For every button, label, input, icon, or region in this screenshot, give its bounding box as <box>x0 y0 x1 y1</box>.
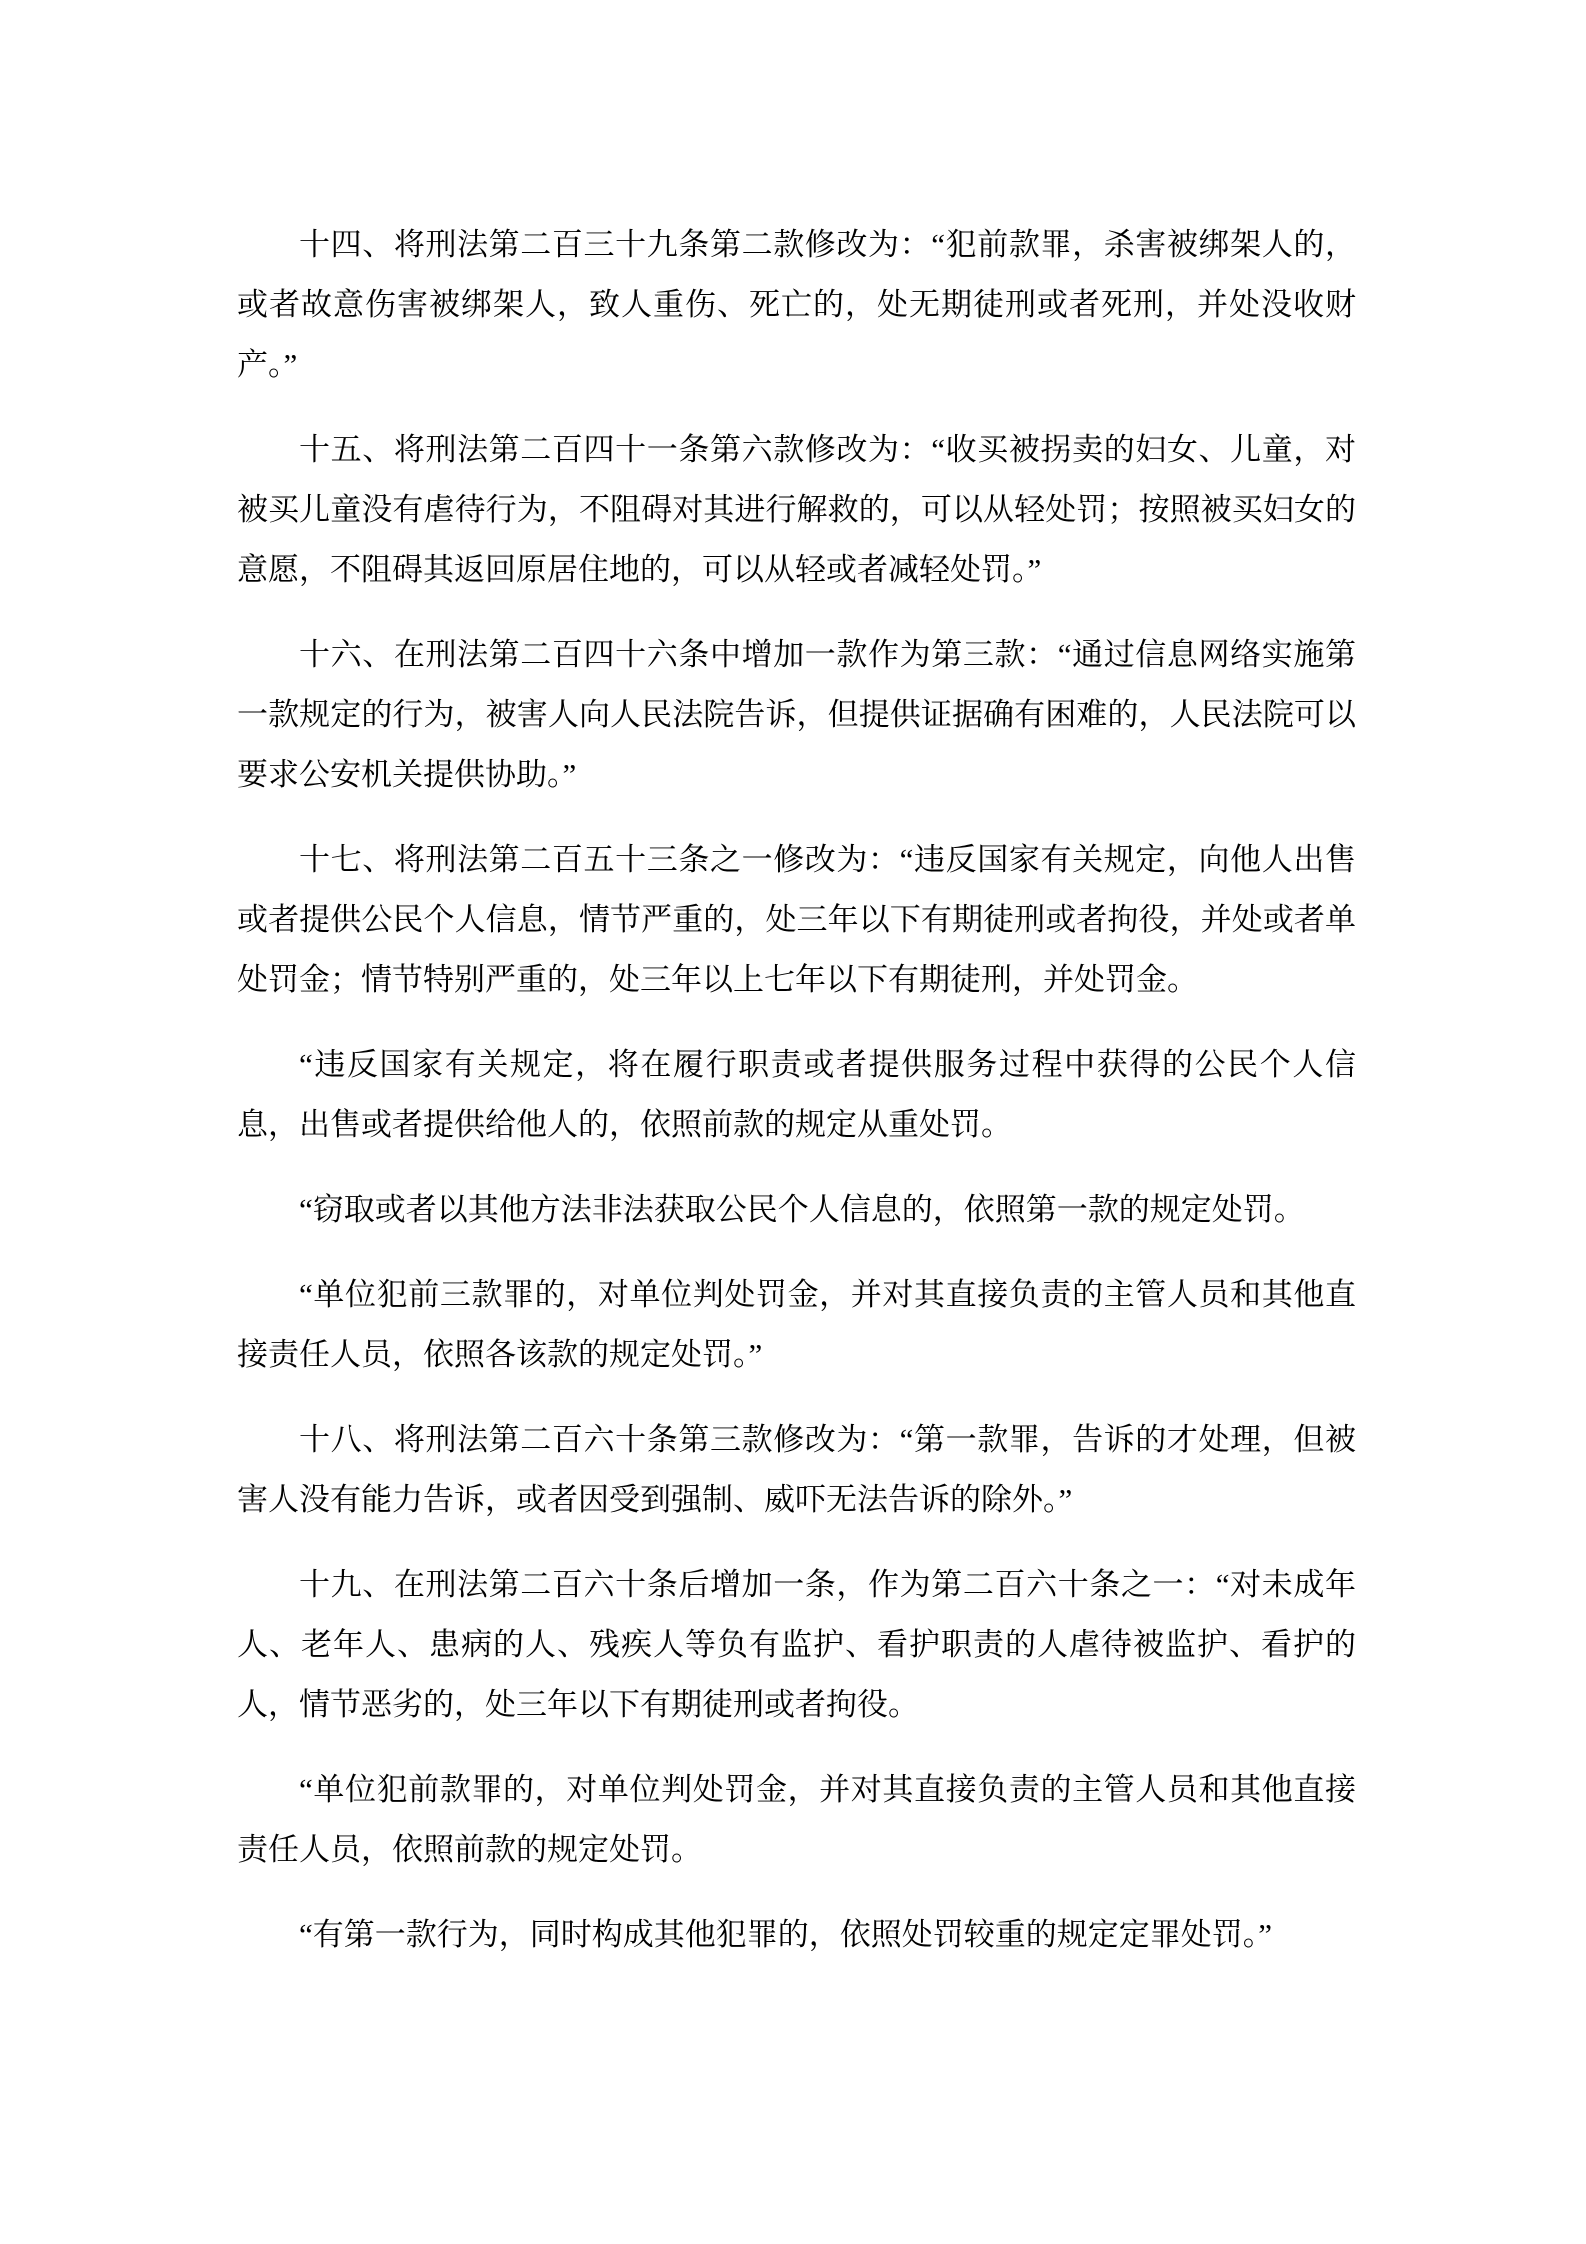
paragraph-article-19-clause-2: “单位犯前款罪的，对单位判处罚金，并对其直接负责的主管人员和其他直接责任人员，依照前款的规定处罚。 <box>237 1772 1356 1867</box>
paragraph-article-15: 十五、将刑法第二百四十一条第六款修改为：“收买被拐卖的妇女、儿童，对被买儿童没有虐待行为，不阻碍对其进行解救的，可以从轻处罚；按照被买妇女的意愿，不阻碍其返回原居住地的，可以从轻或者减轻处罚。” <box>237 432 1356 587</box>
paragraph-article-18: 十八、将刑法第二百六十条第三款修改为：“第一款罪，告诉的才处理，但被害人没有能力告诉，或者因受到强制、威吓无法告诉的除外。” <box>237 1422 1356 1517</box>
paragraph-article-17: 十七、将刑法第二百五十三条之一修改为：“违反国家有关规定，向他人出售或者提供公民个人信息，情节严重的，处三年以下有期徒刑或者拘役，并处或者单处罚金；情节特别严重的，处三年以上七年以下有期徒刑，并处罚金。 <box>237 842 1356 997</box>
paragraph-article-17-clause-3: “窃取或者以其他方法非法获取公民个人信息的，依照第一款的规定处罚。 <box>299 1192 1305 1227</box>
paragraph-article-16: 十六、在刑法第二百四十六条中增加一款作为第三款：“通过信息网络实施第一款规定的行为，被害人向人民法院告诉，但提供证据确有困难的，人民法院可以要求公安机关提供协助。” <box>237 637 1356 792</box>
paragraph-article-17-clause-2: “违反国家有关规定，将在履行职责或者提供服务过程中获得的公民个人信息，出售或者提供给他人的，依照前款的规定从重处罚。 <box>237 1047 1356 1142</box>
paragraph-article-19-clause-3: “有第一款行为，同时构成其他犯罪的，依照处罚较重的规定定罪处罚。” <box>299 1917 1273 1952</box>
paragraph-article-19: 十九、在刑法第二百六十条后增加一条，作为第二百六十条之一：“对未成年人、老年人、患病的人、残疾人等负有监护、看护职责的人虐待被监护、看护的人，情节恶劣的，处三年以下有期徒刑或者拘役。 <box>237 1567 1356 1722</box>
paragraph-article-14: 十四、将刑法第二百三十九条第二款修改为：“犯前款罪，杀害被绑架人的，或者故意伤害被绑架人，致人重伤、死亡的，处无期徒刑或者死刑，并处没收财产。” <box>237 227 1356 382</box>
paragraph-article-17-clause-4: “单位犯前三款罪的，对单位判处罚金，并对其直接负责的主管人员和其他直接责任人员，依照各该款的规定处罚。” <box>237 1277 1356 1372</box>
